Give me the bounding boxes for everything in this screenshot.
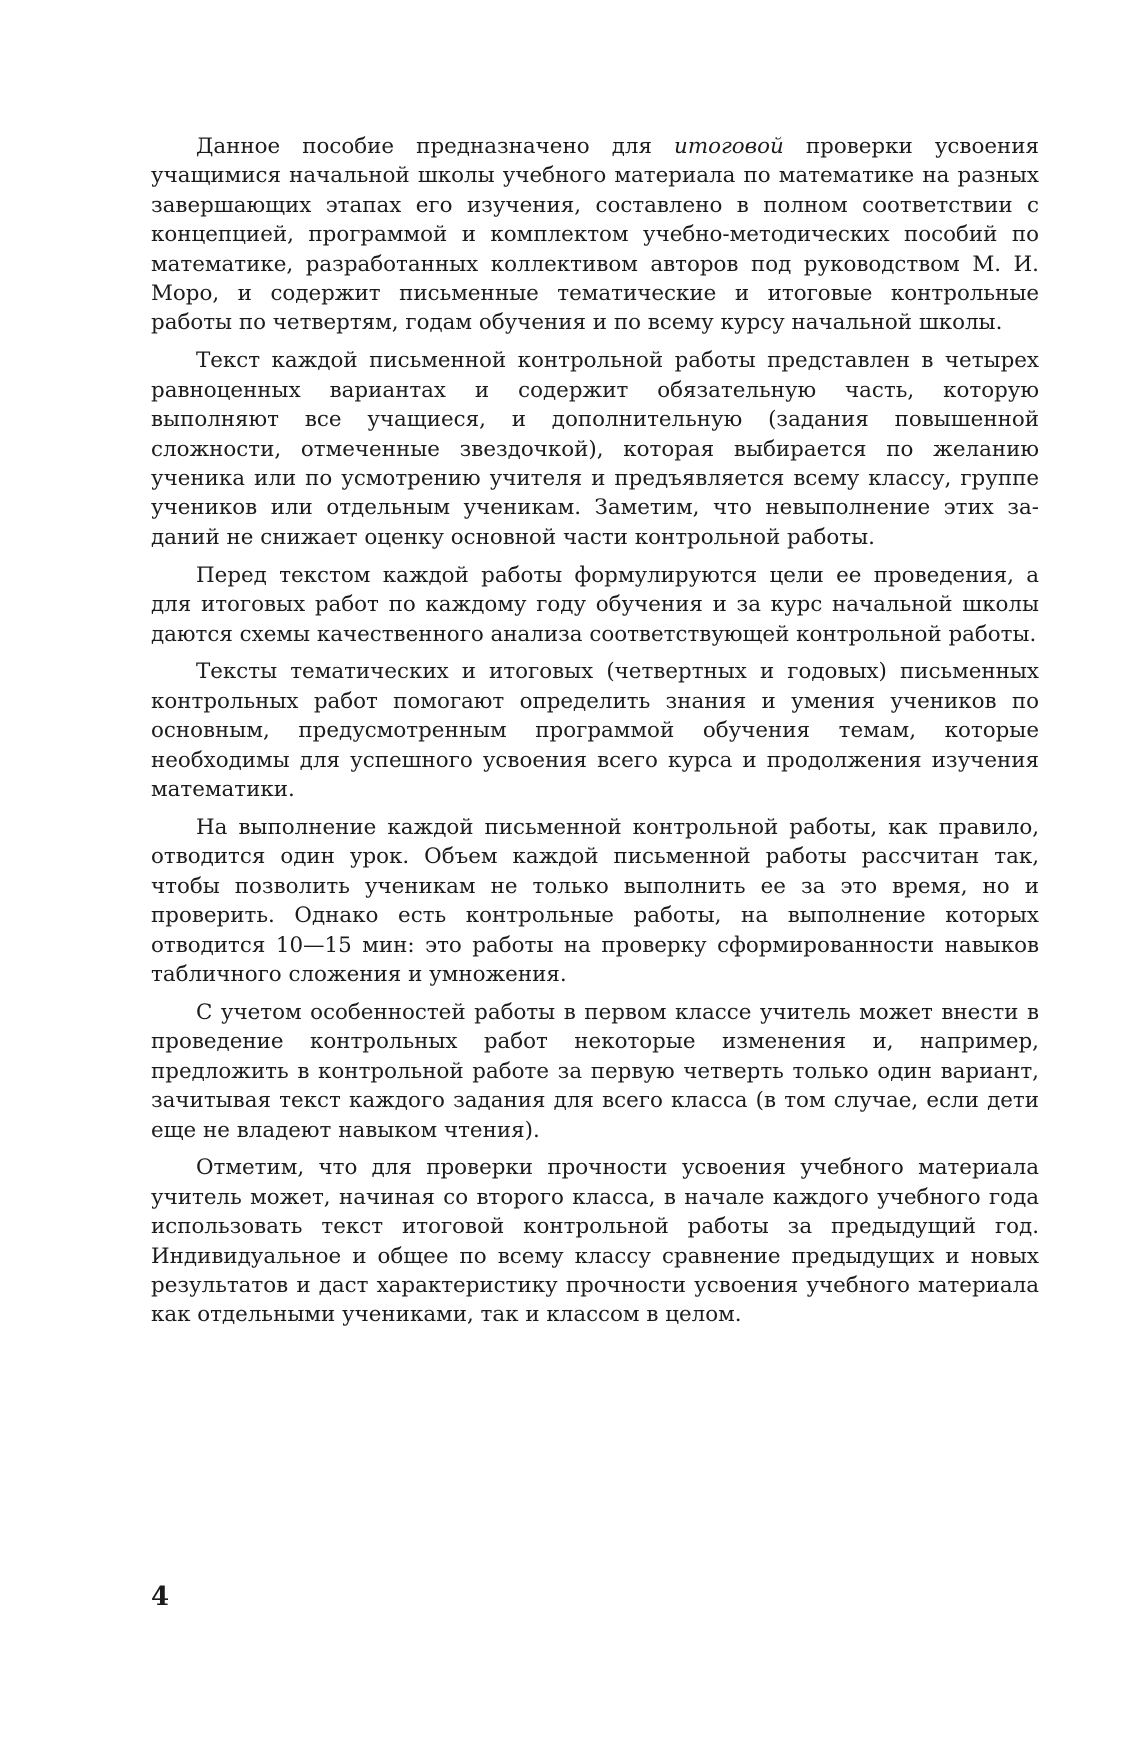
paragraph-2: Текст каждой письменной контрольной работы представлен в четырех равноценных вариантах и содержит обязательную часть, которую выполняют все учащиеся, и дополнительную (задания повышенной сложности, отмеченные звездочкой), которая выбирается по желанию ученика или по усмотрению учителя и предъявляется всему классу, группе учеников или отдельным ученикам. Заметим, что невыполнение этих заданий не снижает оценку основной части контрольной работы.: [151, 348, 1039, 550]
page-number: 4: [151, 1582, 170, 1612]
paragraph-1: [151, 132, 1039, 338]
paragraph-4: Тексты тематических и итоговых (четвертных и годовых) письменных контрольных работ помогают определить знания и умения учеников по основным, предусмотренным программой обучения темам, которые необходимы для успешного усвоения всего курса и продолжения изучения математики.: [151, 659, 1039, 803]
paragraph-6: С учетом особенностей работы в первом классе учитель может внести в проведение контрольных работ некоторые изменения и, например, предложить в контрольной работе за первую четверть только один вариант, зачитывая текст каждого задания для всего класса (в том случае, если дети еще не владеют навыком чтения).: [151, 999, 1039, 1143]
paragraph-3: Перед текстом каждой работы формулируются цели ее проведения, а для итоговых работ по каждому году обучения и за курс начальной школы даются схемы качественного анализа соответствующей контрольной работы.: [151, 562, 1039, 647]
document-body: [151, 132, 1039, 1338]
paragraph-1-before: Данное пособие предназначено для: [196, 134, 675, 159]
paragraph-1-emphasis: итоговой: [674, 134, 784, 159]
paragraph-5: На выполнение каждой письменной контрольной работы, как правило, отводится один урок. Объем каждой письменной работы рассчитан так, чтобы позволить ученикам не только выполнить ее за это время, но и проверить. Однако есть контрольные работы, на выполнение которых отводится 10—15 мин: это работы на проверку сформированности навыков табличного сложения и умножения.: [151, 814, 1039, 987]
paragraph-1-after: проверки усвоения учащимися начальной школы учебного материала по математике на разных завершающих этапах его изучения, составлено в полном соответствии с концепцией, программой и комплектом учебно-методических пособий по математике, разработанных коллективом авторов под руководством М. И. Моро, и содержит письменные тематические и итоговые контрольные работы по четвертям, годам обучения и по всему курсу начальной школы.: [151, 134, 1039, 336]
paragraph-7: Отметим, что для проверки прочности усвоения учебного материала учитель может, начиная со второго класса, в начале каждого учебного года использовать текст итоговой контрольной работы за предыдущий год. Индивидуальное и общее по всему классу сравнение предыдущих и новых результатов и даст характеристику прочности усвоения учебного материала как отдельными учениками, так и классом в целом.: [151, 1155, 1039, 1328]
